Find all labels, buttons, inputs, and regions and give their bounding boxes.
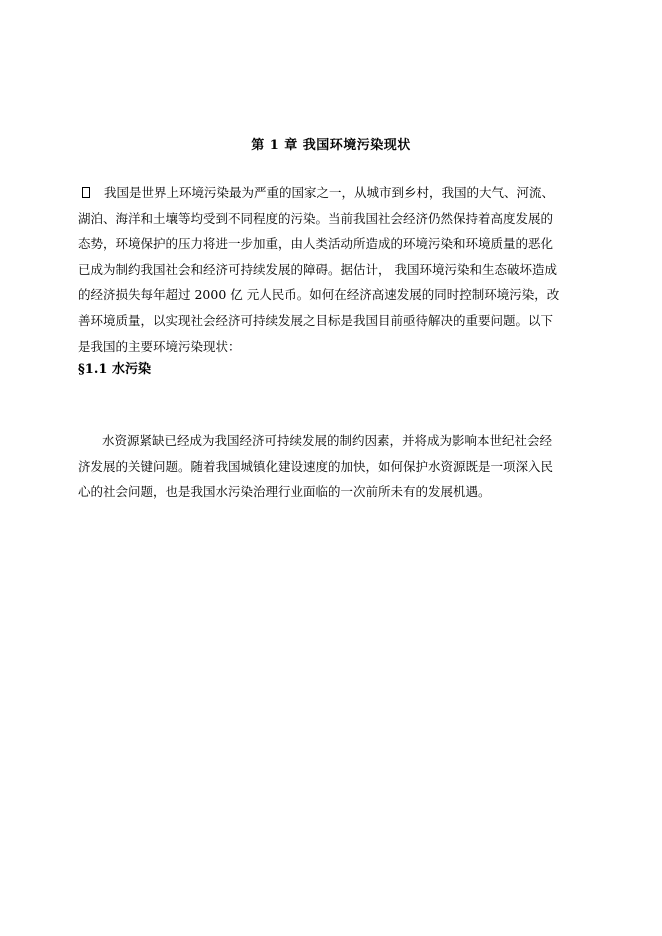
section-paragraph <box>78 428 588 505</box>
paragraph-line-text: 我国是世界上环境污染最为严重的国家之一，从城市到乡村，我国的大气、河流、 <box>104 185 555 200</box>
intro-paragraph <box>78 180 588 359</box>
paragraph-line: 湖泊、海洋和土壤等均受到不同程度的污染。当前我国社会经济仍然保持着高度发展的 <box>78 210 554 226</box>
bullet-box-icon <box>82 187 90 198</box>
paragraph-line: 是我国的主要环境污染现状： <box>78 338 241 354</box>
paragraph-line: 已成为制约我国社会和经济可持续发展的障碍。据估计， 我国环境污染和生态破坏造成 <box>78 261 557 277</box>
paragraph-line: 济发展的关键问题。随着我国城镇化建设速度的加快，如何保护水资源既是一项深入民 <box>78 458 554 474</box>
paragraph-line: 心的社会问题，也是我国水污染治理行业面临的一次前所未有的发展机遇。 <box>78 484 491 500</box>
paragraph-line: 态势，环境保护的压力将进一步加重，由人类活动所造成的环境污染和环境质量的恶化 <box>78 236 554 252</box>
section-title: §1.1 水污染 <box>78 362 151 377</box>
paragraph-line <box>78 180 588 206</box>
chapter-title: 第 1 章 我国环境污染现状 <box>251 138 411 153</box>
paragraph-line: 水资源紧缺已经成为我国经济可持续发展的制约因素，并将成为影响本世纪社会经 <box>102 433 553 448</box>
paragraph-line: 的经济损失每年超过 2000 亿 元人民币。如何在经济高速发展的同时控制环境污染，改 <box>78 287 560 303</box>
paragraph-line: 善环境质量，以实现社会经济可持续发展之目标是我国目前亟待解决的重要问题。以下 <box>78 312 554 328</box>
